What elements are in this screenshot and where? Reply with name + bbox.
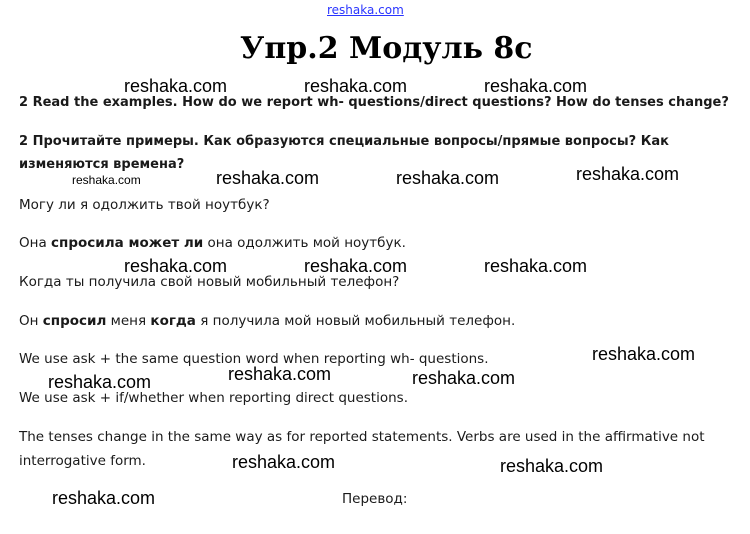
example-reported-1: Она спросила может ли она одолжить мой ноутбук. xyxy=(19,235,406,251)
watermark: reshaka.com xyxy=(124,256,228,276)
watermark: reshaka.com xyxy=(228,364,332,384)
instruction-english: 2 Read the examples. How do we report wh- questions/direct questions? How do tenses change? xyxy=(19,95,729,110)
rule-tenses-line2: interrogative form. xyxy=(19,453,146,469)
watermark: reshaka.com xyxy=(52,488,156,508)
rule-tenses-line1: The tenses change in the same way as for reported statements. Verbs are used in the affirmative not xyxy=(19,429,705,445)
watermark: reshaka.com xyxy=(500,456,604,476)
instruction-russian-line2: изменяются времена? xyxy=(19,157,185,172)
watermark: reshaka.com xyxy=(124,76,228,96)
site-link[interactable]: reshaka.com xyxy=(327,3,404,17)
watermark: reshaka.com xyxy=(592,344,696,364)
watermark: reshaka.com xyxy=(232,452,336,472)
rule-direct-questions: We use ask + if/whether when reporting direct questions. xyxy=(19,390,408,406)
watermark-small: reshaka.com xyxy=(72,173,141,187)
rule-wh-questions: We use ask + the same question word when reporting wh- questions. xyxy=(19,351,489,367)
example-reported-2: Он спросил меня когда я получила мой новый мобильный телефон. xyxy=(19,313,516,329)
watermark: reshaka.com xyxy=(484,256,588,276)
watermark: reshaka.com xyxy=(484,76,588,96)
watermark: reshaka.com xyxy=(396,168,500,188)
watermark: reshaka.com xyxy=(48,372,152,392)
translation-label: Перевод: xyxy=(342,491,408,507)
example-question-2: Когда ты получила свой новый мобильный телефон? xyxy=(19,274,400,290)
example-question-1: Могу ли я одолжить твой ноутбук? xyxy=(19,197,270,213)
watermark: reshaka.com xyxy=(576,164,680,184)
page-title: Упр.2 Модуль 8с xyxy=(240,31,533,66)
watermark: reshaka.com xyxy=(304,76,408,96)
watermark: reshaka.com xyxy=(412,368,516,388)
watermark: reshaka.com xyxy=(304,256,408,276)
instruction-russian-line1: 2 Прочитайте примеры. Как образуются специальные вопросы/прямые вопросы? Как xyxy=(19,134,669,149)
watermark: reshaka.com xyxy=(216,168,320,188)
